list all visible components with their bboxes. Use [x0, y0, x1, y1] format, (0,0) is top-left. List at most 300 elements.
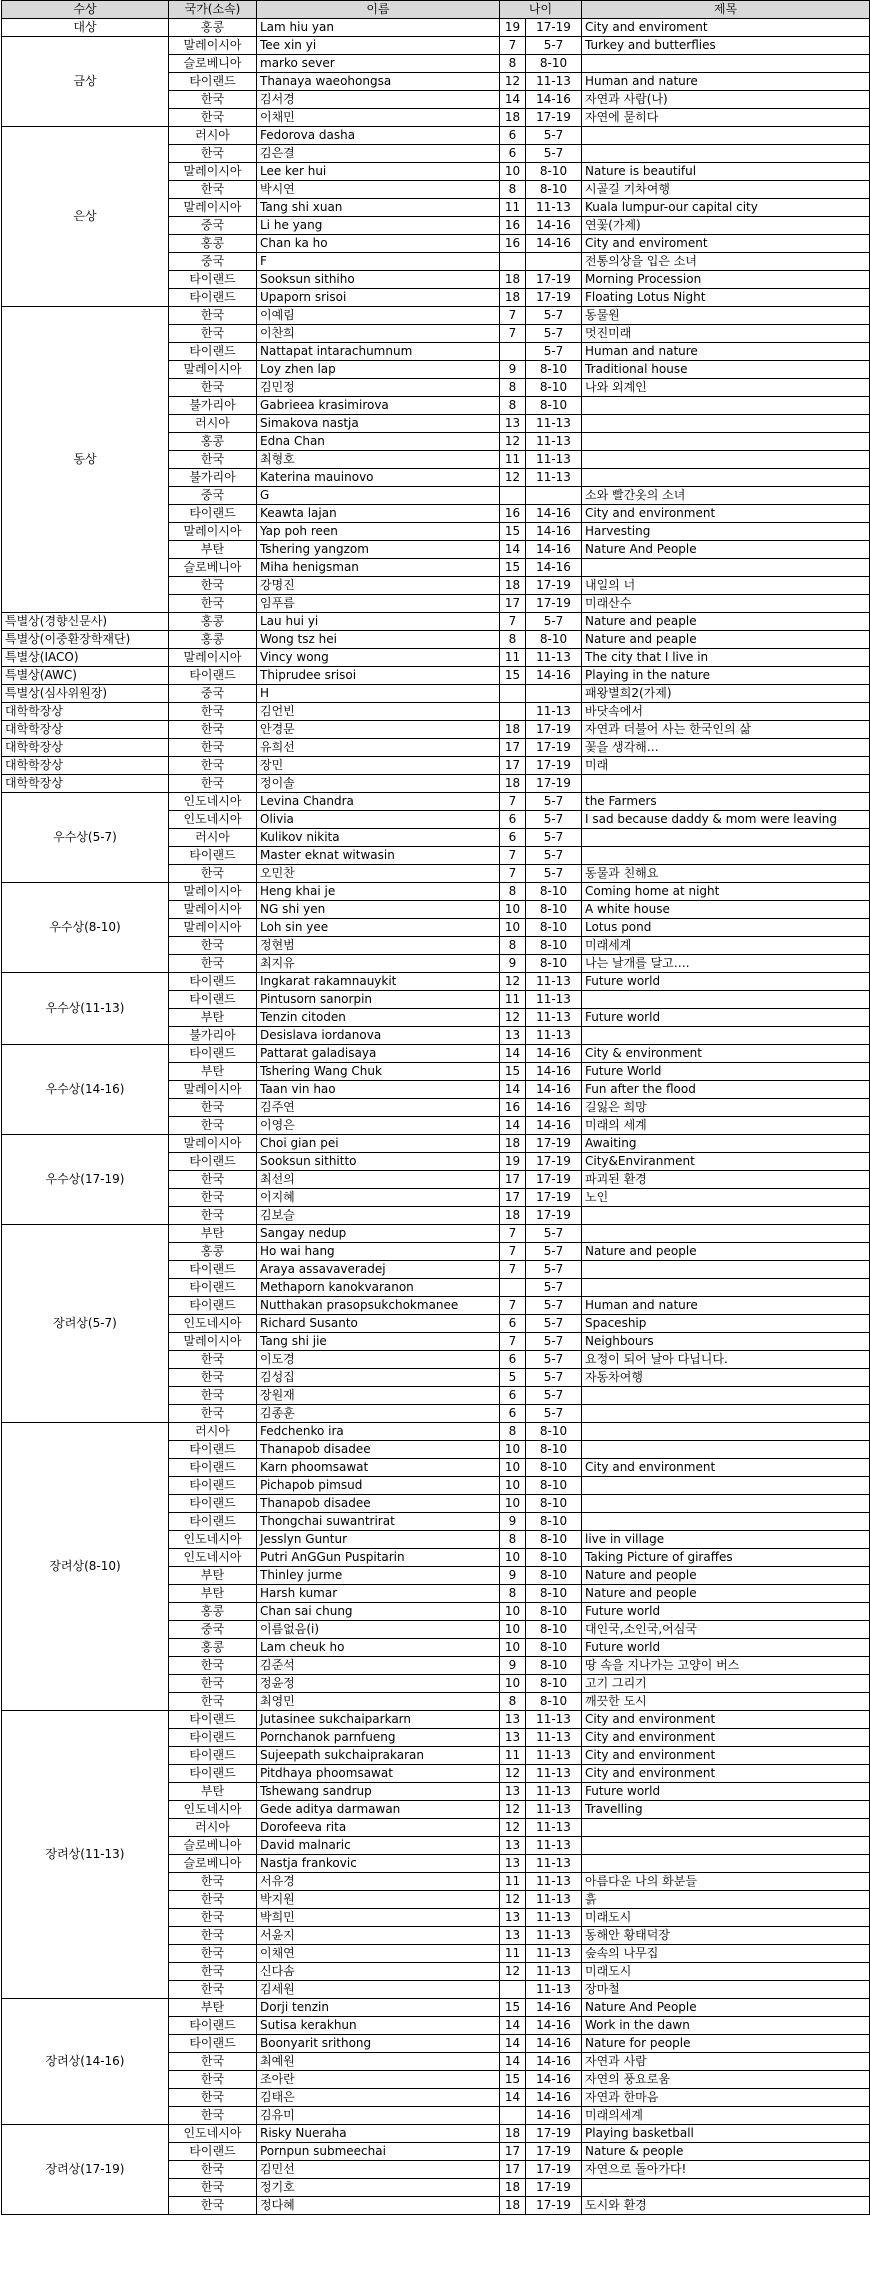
title-cell: Floating Lotus Night: [582, 289, 870, 307]
age-cell: 10: [500, 1459, 526, 1477]
name-cell: 서유경: [257, 1873, 500, 1891]
age-cell: 6: [500, 1405, 526, 1423]
name-cell: 오민찬: [257, 865, 500, 883]
age-cell: [500, 343, 526, 361]
age-cell: 17: [500, 2143, 526, 2161]
name-cell: 김주연: [257, 1099, 500, 1117]
country-cell: 말레이시아: [169, 883, 257, 901]
country-cell: 말레이시아: [169, 1081, 257, 1099]
age-cell: 12: [500, 1819, 526, 1837]
title-cell: 장마철: [582, 1981, 870, 1999]
age-cell: 6: [500, 811, 526, 829]
country-cell: 불가리아: [169, 397, 257, 415]
country-cell: 타이랜드: [169, 1765, 257, 1783]
title-cell: [582, 1423, 870, 1441]
age-cell: 11: [500, 199, 526, 217]
title-cell: 미래의 세계: [582, 1117, 870, 1135]
country-cell: 인도네시아: [169, 1315, 257, 1333]
name-cell: Tang shi jie: [257, 1333, 500, 1351]
name-cell: Choi gian pei: [257, 1135, 500, 1153]
age-cell: 7: [500, 37, 526, 55]
name-cell: 최예원: [257, 2053, 500, 2071]
age-cell: 12: [500, 1801, 526, 1819]
name-cell: 최지유: [257, 955, 500, 973]
name-cell: 안경문: [257, 721, 500, 739]
age-group-cell: 8-10: [526, 1621, 582, 1639]
age-cell: 13: [500, 1729, 526, 1747]
name-cell: Gede aditya darmawan: [257, 1801, 500, 1819]
title-cell: [582, 1225, 870, 1243]
age-cell: 13: [500, 1783, 526, 1801]
title-cell: Nature and people: [582, 1243, 870, 1261]
title-cell: 땅 속을 지나가는 고양이 버스: [582, 1657, 870, 1675]
age-group-cell: 11-13: [526, 469, 582, 487]
title-cell: 자연으로 돌아가다!: [582, 2161, 870, 2179]
age-group-cell: 8-10: [526, 1675, 582, 1693]
title-cell: Nature for people: [582, 2035, 870, 2053]
country-cell: 중국: [169, 217, 257, 235]
age-cell: 14: [500, 2053, 526, 2071]
country-cell: 타이랜드: [169, 1729, 257, 1747]
country-cell: 한국: [169, 1675, 257, 1693]
name-cell: Nattapat intarachumnum: [257, 343, 500, 361]
age-group-cell: 17-19: [526, 757, 582, 775]
country-cell: 타이랜드: [169, 991, 257, 1009]
age-group-cell: 8-10: [526, 1477, 582, 1495]
country-cell: 한국: [169, 451, 257, 469]
country-cell: 한국: [169, 2107, 257, 2125]
age-group-cell: 17-19: [526, 1207, 582, 1225]
table-row: [2, 1225, 870, 1243]
award-cell: 대학학장상: [2, 757, 169, 775]
age-cell: 8: [500, 1585, 526, 1603]
country-cell: 한국: [169, 1207, 257, 1225]
age-cell: 15: [500, 1063, 526, 1081]
title-cell: Lotus pond: [582, 919, 870, 937]
age-group-cell: 11-13: [526, 649, 582, 667]
age-group-cell: 5-7: [526, 307, 582, 325]
age-group-cell: 17-19: [526, 1153, 582, 1171]
age-cell: 10: [500, 1495, 526, 1513]
award-cell: 장려상(5-7): [2, 1225, 169, 1423]
age-group-cell: 11-13: [526, 73, 582, 91]
age-group-cell: 17-19: [526, 2197, 582, 2215]
name-cell: Pornpun submeechai: [257, 2143, 500, 2161]
title-cell: 미래세계: [582, 937, 870, 955]
country-cell: 한국: [169, 1405, 257, 1423]
country-cell: 한국: [169, 1171, 257, 1189]
title-cell: [582, 1441, 870, 1459]
award-cell: 우수상(14-16): [2, 1045, 169, 1135]
title-cell: 패왕별희2(가제): [582, 685, 870, 703]
name-cell: Tenzin citoden: [257, 1009, 500, 1027]
age-cell: 8: [500, 883, 526, 901]
table-row: [2, 1045, 870, 1063]
country-cell: 러시아: [169, 127, 257, 145]
country-cell: 한국: [169, 109, 257, 127]
age-cell: 13: [500, 1027, 526, 1045]
age-group-cell: 5-7: [526, 1387, 582, 1405]
name-cell: 장원재: [257, 1387, 500, 1405]
name-cell: David malnaric: [257, 1837, 500, 1855]
title-cell: [582, 847, 870, 865]
age-cell: 8: [500, 55, 526, 73]
name-cell: Putri AnGGun Puspitarin: [257, 1549, 500, 1567]
title-cell: 미래산수: [582, 595, 870, 613]
country-cell: 홍콩: [169, 613, 257, 631]
age-group-cell: 17-19: [526, 109, 582, 127]
name-cell: Edna Chan: [257, 433, 500, 451]
age-cell: 19: [500, 1153, 526, 1171]
age-cell: 11: [500, 1873, 526, 1891]
table-row: [2, 307, 870, 325]
country-cell: 한국: [169, 2089, 257, 2107]
age-cell: 14: [500, 541, 526, 559]
age-cell: 15: [500, 559, 526, 577]
age-group-cell: 17-19: [526, 739, 582, 757]
age-group-cell: 11-13: [526, 1891, 582, 1909]
award-cell: 은상: [2, 127, 169, 307]
age-group-cell: 11-13: [526, 991, 582, 1009]
age-group-cell: 17-19: [526, 1189, 582, 1207]
name-cell: 김민선: [257, 2161, 500, 2179]
title-cell: [582, 1027, 870, 1045]
age-group-cell: 8-10: [526, 181, 582, 199]
name-cell: 정다혜: [257, 2197, 500, 2215]
age-group-cell: 8-10: [526, 883, 582, 901]
age-group-cell: 11-13: [526, 1747, 582, 1765]
title-cell: Work in the dawn: [582, 2017, 870, 2035]
age-group-cell: 11-13: [526, 1729, 582, 1747]
title-cell: [582, 397, 870, 415]
age-group-cell: 17-19: [526, 289, 582, 307]
title-cell: Nature and people: [582, 1585, 870, 1603]
name-cell: Tshewang sandrup: [257, 1783, 500, 1801]
age-group-cell: 5-7: [526, 343, 582, 361]
name-cell: Fedchenko ira: [257, 1423, 500, 1441]
title-cell: Kuala lumpur-our capital city: [582, 199, 870, 217]
age-cell: 12: [500, 1891, 526, 1909]
name-cell: Ho wai hang: [257, 1243, 500, 1261]
title-cell: Nature and people: [582, 1567, 870, 1585]
title-cell: Traditional house: [582, 361, 870, 379]
name-cell: NG shi yen: [257, 901, 500, 919]
country-cell: 한국: [169, 2179, 257, 2197]
country-cell: 부탄: [169, 1567, 257, 1585]
age-cell: 10: [500, 1477, 526, 1495]
title-cell: 길잃은 희망: [582, 1099, 870, 1117]
country-cell: 타이랜드: [169, 1495, 257, 1513]
name-cell: 김준석: [257, 1657, 500, 1675]
age-cell: 11: [500, 991, 526, 1009]
title-cell: 미래도시: [582, 1909, 870, 1927]
country-cell: 타이랜드: [169, 1297, 257, 1315]
country-cell: 한국: [169, 1099, 257, 1117]
age-cell: 7: [500, 847, 526, 865]
title-cell: [582, 829, 870, 847]
title-cell: Future world: [582, 1009, 870, 1027]
header-age: 나이: [500, 1, 582, 19]
name-cell: 서윤지: [257, 1927, 500, 1945]
name-cell: Thinley jurme: [257, 1567, 500, 1585]
age-cell: 18: [500, 2179, 526, 2197]
table-row: [2, 883, 870, 901]
age-group-cell: 17-19: [526, 577, 582, 595]
age-cell: 17: [500, 757, 526, 775]
name-cell: 유희선: [257, 739, 500, 757]
age-cell: 14: [500, 2089, 526, 2107]
age-cell: 11: [500, 1747, 526, 1765]
country-cell: 타이랜드: [169, 1153, 257, 1171]
title-cell: [582, 991, 870, 1009]
age-group-cell: 11-13: [526, 451, 582, 469]
name-cell: Thanapob disadee: [257, 1495, 500, 1513]
title-cell: 미래의세계: [582, 2107, 870, 2125]
title-cell: [582, 55, 870, 73]
award-cell: 특별상(IACO): [2, 649, 169, 667]
age-cell: 12: [500, 1765, 526, 1783]
title-cell: City and environment: [582, 1459, 870, 1477]
country-cell: 타이랜드: [169, 973, 257, 991]
table-row: [2, 37, 870, 55]
name-cell: 박희민: [257, 1909, 500, 1927]
title-cell: City and environment: [582, 1729, 870, 1747]
header-country: 국가(소속): [169, 1, 257, 19]
title-cell: 대인국,소인국,어심국: [582, 1621, 870, 1639]
table-row: [2, 613, 870, 631]
country-cell: 한국: [169, 2161, 257, 2179]
age-cell: 18: [500, 2125, 526, 2143]
country-cell: 말레이시아: [169, 163, 257, 181]
title-cell: 미래도시: [582, 1963, 870, 1981]
age-group-cell: 8-10: [526, 163, 582, 181]
name-cell: 김태은: [257, 2089, 500, 2107]
name-cell: Loy zhen lap: [257, 361, 500, 379]
age-cell: 12: [500, 1009, 526, 1027]
age-cell: 13: [500, 1855, 526, 1873]
country-cell: 불가리아: [169, 469, 257, 487]
age-cell: 8: [500, 1531, 526, 1549]
title-cell: City & environment: [582, 1045, 870, 1063]
title-cell: 흙: [582, 1891, 870, 1909]
name-cell: Simakova nastja: [257, 415, 500, 433]
age-cell: 15: [500, 667, 526, 685]
name-cell: Jesslyn Guntur: [257, 1531, 500, 1549]
country-cell: 말레이시아: [169, 919, 257, 937]
age-cell: [500, 253, 526, 271]
age-group-cell: 5-7: [526, 1333, 582, 1351]
name-cell: Dorofeeva rita: [257, 1819, 500, 1837]
age-group-cell: 11-13: [526, 973, 582, 991]
name-cell: Thanapob disadee: [257, 1441, 500, 1459]
age-group-cell: 8-10: [526, 1585, 582, 1603]
title-cell: City and enviroment: [582, 235, 870, 253]
title-cell: 자연과 사람: [582, 2053, 870, 2071]
country-cell: 한국: [169, 1693, 257, 1711]
country-cell: 한국: [169, 1189, 257, 1207]
age-group-cell: 11-13: [526, 1765, 582, 1783]
title-cell: [582, 145, 870, 163]
country-cell: 홍콩: [169, 235, 257, 253]
age-group-cell: 11-13: [526, 1027, 582, 1045]
title-cell: 요정이 되어 날아 다닙니다.: [582, 1351, 870, 1369]
title-cell: 멋진미래: [582, 325, 870, 343]
title-cell: Future world: [582, 1783, 870, 1801]
age-cell: 12: [500, 1963, 526, 1981]
header-row: [2, 1, 870, 19]
name-cell: Sujeepath sukchaiprakaran: [257, 1747, 500, 1765]
title-cell: 자연과 더불어 사는 한국인의 삶: [582, 721, 870, 739]
age-group-cell: 8-10: [526, 901, 582, 919]
age-cell: 17: [500, 1189, 526, 1207]
age-group-cell: 8-10: [526, 1459, 582, 1477]
age-group-cell: 8-10: [526, 955, 582, 973]
age-group-cell: 8-10: [526, 1495, 582, 1513]
table-row: [2, 1999, 870, 2017]
title-cell: the Farmers: [582, 793, 870, 811]
name-cell: Richard Susanto: [257, 1315, 500, 1333]
country-cell: 한국: [169, 2197, 257, 2215]
age-group-cell: 8-10: [526, 1657, 582, 1675]
title-cell: Human and nature: [582, 343, 870, 361]
country-cell: 한국: [169, 1351, 257, 1369]
title-cell: 연꽃(가제): [582, 217, 870, 235]
award-cell: 대학학장상: [2, 775, 169, 793]
name-cell: G: [257, 487, 500, 505]
award-cell: 대학학장상: [2, 721, 169, 739]
age-cell: 10: [500, 1675, 526, 1693]
age-group-cell: [526, 487, 582, 505]
age-group-cell: 17-19: [526, 2125, 582, 2143]
name-cell: Ingkarat rakamnauykit: [257, 973, 500, 991]
country-cell: 러시아: [169, 829, 257, 847]
name-cell: Jutasinee sukchaiparkarn: [257, 1711, 500, 1729]
title-cell: 파괴된 환경: [582, 1171, 870, 1189]
age-cell: 7: [500, 613, 526, 631]
title-cell: [582, 2179, 870, 2197]
age-cell: 9: [500, 361, 526, 379]
age-cell: 17: [500, 1171, 526, 1189]
title-cell: [582, 1855, 870, 1873]
country-cell: 한국: [169, 595, 257, 613]
age-group-cell: 5-7: [526, 613, 582, 631]
country-cell: 한국: [169, 1927, 257, 1945]
name-cell: marko sever: [257, 55, 500, 73]
age-cell: 9: [500, 1657, 526, 1675]
age-group-cell: 11-13: [526, 1711, 582, 1729]
age-group-cell: 17-19: [526, 595, 582, 613]
table-row: [2, 1711, 870, 1729]
age-cell: 13: [500, 1927, 526, 1945]
age-group-cell: 8-10: [526, 1639, 582, 1657]
name-cell: Heng khai je: [257, 883, 500, 901]
name-cell: 정윤정: [257, 1675, 500, 1693]
age-group-cell: 14-16: [526, 235, 582, 253]
table-row: [2, 757, 870, 775]
age-group-cell: 14-16: [526, 91, 582, 109]
name-cell: Lam cheuk ho: [257, 1639, 500, 1657]
age-cell: 14: [500, 1081, 526, 1099]
country-cell: 말레이시아: [169, 1333, 257, 1351]
country-cell: 홍콩: [169, 1639, 257, 1657]
country-cell: 타이랜드: [169, 1711, 257, 1729]
age-cell: 18: [500, 109, 526, 127]
name-cell: 이채연: [257, 1945, 500, 1963]
age-group-cell: 5-7: [526, 1225, 582, 1243]
title-cell: Human and nature: [582, 1297, 870, 1315]
table-row: [2, 685, 870, 703]
age-cell: 10: [500, 1621, 526, 1639]
title-cell: Nature is beautiful: [582, 163, 870, 181]
title-cell: Human and nature: [582, 73, 870, 91]
country-cell: 타이랜드: [169, 1261, 257, 1279]
age-group-cell: 14-16: [526, 505, 582, 523]
title-cell: Future world: [582, 1603, 870, 1621]
table-row: [2, 19, 870, 37]
age-group-cell: 5-7: [526, 127, 582, 145]
age-group-cell: 8-10: [526, 1531, 582, 1549]
age-group-cell: 5-7: [526, 1315, 582, 1333]
age-group-cell: 11-13: [526, 1927, 582, 1945]
name-cell: Master eknat witwasin: [257, 847, 500, 865]
age-cell: 9: [500, 1567, 526, 1585]
title-cell: [582, 1819, 870, 1837]
name-cell: 최형호: [257, 451, 500, 469]
age-group-cell: 5-7: [526, 1243, 582, 1261]
title-cell: 동물과 친해요: [582, 865, 870, 883]
table-row: [2, 793, 870, 811]
age-cell: 18: [500, 775, 526, 793]
age-cell: 18: [500, 289, 526, 307]
title-cell: 전통의상을 입은 소녀: [582, 253, 870, 271]
country-cell: 한국: [169, 955, 257, 973]
country-cell: 불가리아: [169, 1027, 257, 1045]
name-cell: Tang shi xuan: [257, 199, 500, 217]
country-cell: 한국: [169, 757, 257, 775]
name-cell: 최선의: [257, 1171, 500, 1189]
table-row: [2, 1135, 870, 1153]
title-cell: Nature and peaple: [582, 631, 870, 649]
age-cell: 10: [500, 1639, 526, 1657]
title-cell: City and environment: [582, 1765, 870, 1783]
name-cell: 장민: [257, 757, 500, 775]
award-cell: 대학학장상: [2, 703, 169, 721]
title-cell: [582, 1279, 870, 1297]
age-cell: 16: [500, 235, 526, 253]
age-group-cell: 8-10: [526, 1693, 582, 1711]
name-cell: Thanaya waeohongsa: [257, 73, 500, 91]
name-cell: Sooksun sithitto: [257, 1153, 500, 1171]
title-cell: 깨끗한 도시: [582, 1693, 870, 1711]
country-cell: 러시아: [169, 1819, 257, 1837]
age-group-cell: 11-13: [526, 1783, 582, 1801]
age-group-cell: 14-16: [526, 1117, 582, 1135]
title-cell: Future World: [582, 1063, 870, 1081]
country-cell: 인도네시아: [169, 1801, 257, 1819]
title-cell: Morning Procession: [582, 271, 870, 289]
name-cell: Tee xin yi: [257, 37, 500, 55]
name-cell: Gabrieea krasimirova: [257, 397, 500, 415]
name-cell: 이지혜: [257, 1189, 500, 1207]
award-cell: 우수상(8-10): [2, 883, 169, 973]
name-cell: 정기호: [257, 2179, 500, 2197]
age-cell: 8: [500, 397, 526, 415]
title-cell: [582, 559, 870, 577]
age-cell: 18: [500, 1207, 526, 1225]
country-cell: 한국: [169, 1891, 257, 1909]
age-group-cell: 14-16: [526, 1045, 582, 1063]
age-cell: [500, 1279, 526, 1297]
